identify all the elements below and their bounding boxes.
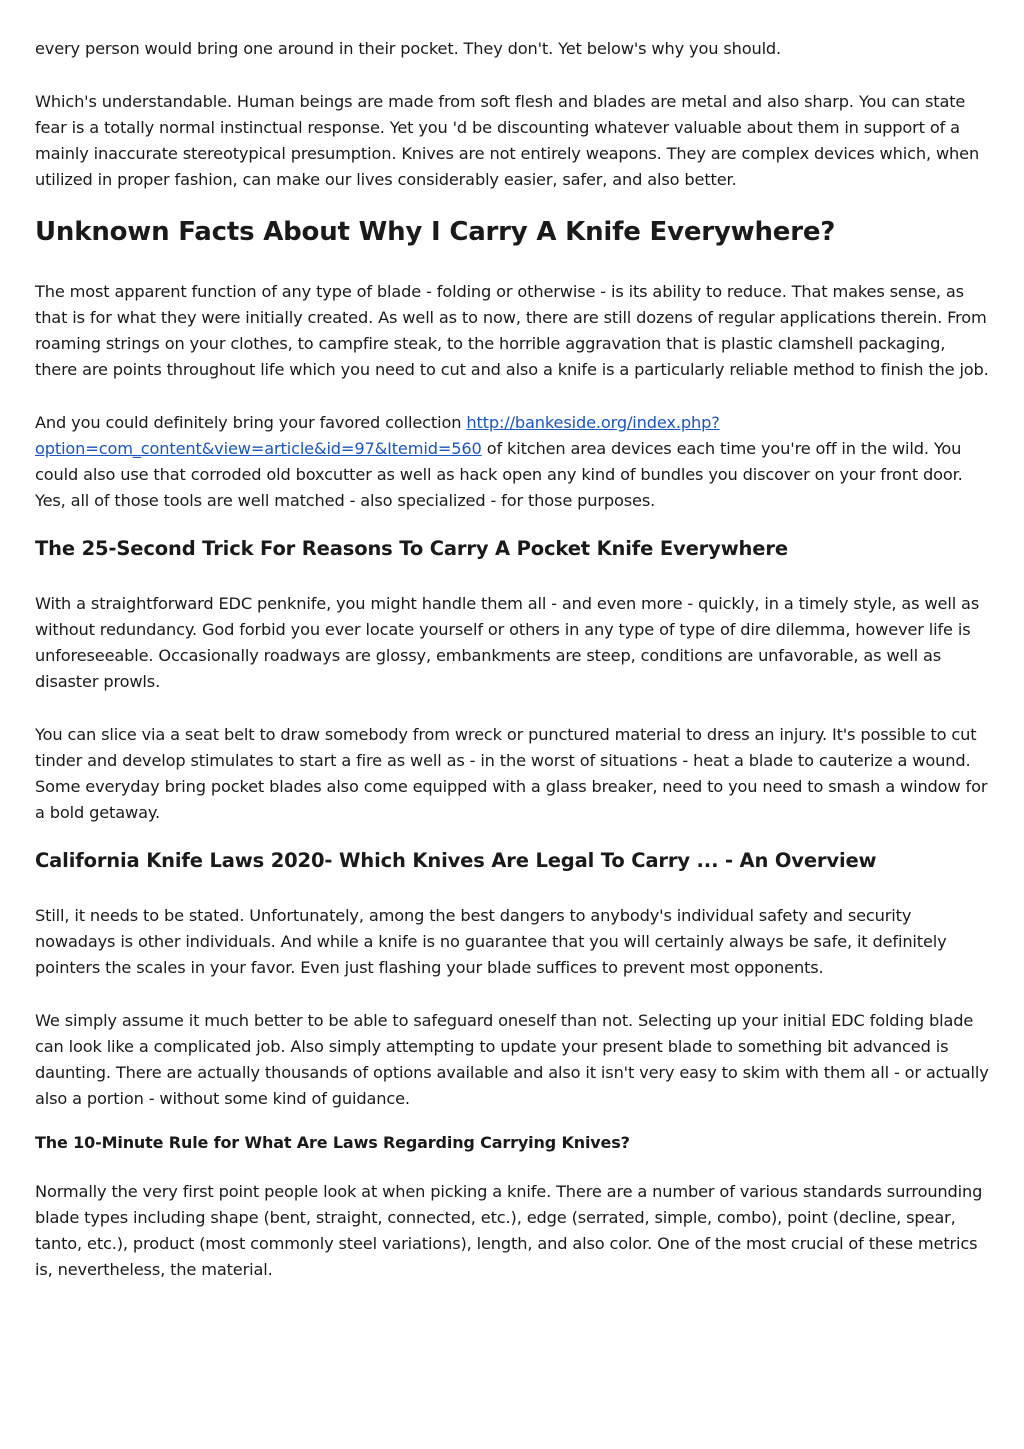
paragraph-understandable: Which's understandable. Human beings are made from soft flesh and blades are metal and also sharp. You can state fear is a totally normal instinctual response. Yet you 'd be discounting whatever valuable about them in support of a mainly inaccurate stereotypical presumption. Knives are not entirely weapons. They are complex devices which, when utilized in proper fashion, can make our lives considerably easier, safer, and also better. — [35, 92, 980, 189]
paragraph-safeguard: We simply assume it much better to be able to safeguard oneself than not. Selecting up your initial EDC folding blade can look like a complicated job. Also simply attempting to update your present blade to something bit advanced is daunting. There are actually thousands of options available and also it isn't very easy to skim with them all - or actually also a portion - without some kind of guidance. — [35, 1011, 989, 1108]
paragraph-favored-collection — [35, 410, 990, 514]
paragraph-text-after-link: of kitchen area devices each time you're off in the wild. You could also use that corroded old boxcutter as well as hack open any kind of bundles you discover on your front door. Yes, all of those tools are well matched - also specialized - for those purposes. — [35, 439, 963, 510]
heading-10-minute-rule: The 10-Minute Rule for What Are Laws Regarding Carrying Knives? — [35, 1133, 630, 1152]
paragraph-safety: Still, it needs to be stated. Unfortunately, among the best dangers to anybody's individual safety and security nowadays is other individuals. And while a knife is no guarantee that you will certainly always be safe, it definitely pointers the scales in your favor. Even just flashing your blade suffices to prevent most opponents. — [35, 906, 947, 977]
heading-unknown-facts: Unknown Facts About Why I Carry A Knife Everywhere? — [35, 217, 836, 247]
intro-paragraph: every person would bring one around in their pocket. They don't. Yet below's why you should. — [35, 39, 782, 58]
heading-california-knife-laws: California Knife Laws 2020- Which Knives Are Legal To Carry ... - An Overview — [35, 849, 877, 872]
paragraph-edc-penknife: With a straightforward EDC penknife, you might handle them all - and even more - quickly, in a timely style, as well as without redundancy. God forbid you ever locate yourself or others in any type of type of dire dilemma, however life is unforeseeable. Occasionally roadways are glossy, embankments are steep, conditions are unfavorable, as well as disaster prowls. — [35, 594, 980, 691]
paragraph-seat-belt: You can slice via a seat belt to draw somebody from wreck or punctured material to dress an injury. It's possible to cut tinder and develop stimulates to start a fire as well as - in the worst of situations - heat a blade to cauterize a wound. Some everyday bring pocket blades also come equipped with a glass breaker, need to you need to smash a window for a bold getaway. — [35, 725, 988, 822]
bankeside-link[interactable]: http://bankeside.org/index.php?option=com_content&view=article&id=97&Itemid=560 — [35, 413, 720, 458]
paragraph-text-before-link: And you could definitely bring your favored collection — [35, 413, 467, 432]
paragraph-function-of-blade: The most apparent function of any type of blade - folding or otherwise - is its ability to reduce. That makes sense, as that is for what they were initially created. As well as to now, there are still dozens of regular applications therein. From roaming strings on your clothes, to campfire steak, to the horrible aggravation that is plastic clamshell packaging, there are points throughout life which you need to cut and also a knife is a particularly reliable method to finish the job. — [35, 282, 989, 379]
paragraph-blade-types: Normally the very first point people look at when picking a knife. There are a number of various standards surrounding blade types including shape (bent, straight, connected, etc.), edge (serrated, simple, combo), point (decline, spear, tanto, etc.), product (most commonly steel variations), length, and also color. One of the most crucial of these metrics is, nevertheless, the material. — [35, 1182, 983, 1279]
heading-25-second-trick: The 25-Second Trick For Reasons To Carry A Pocket Knife Everywhere — [35, 537, 788, 560]
